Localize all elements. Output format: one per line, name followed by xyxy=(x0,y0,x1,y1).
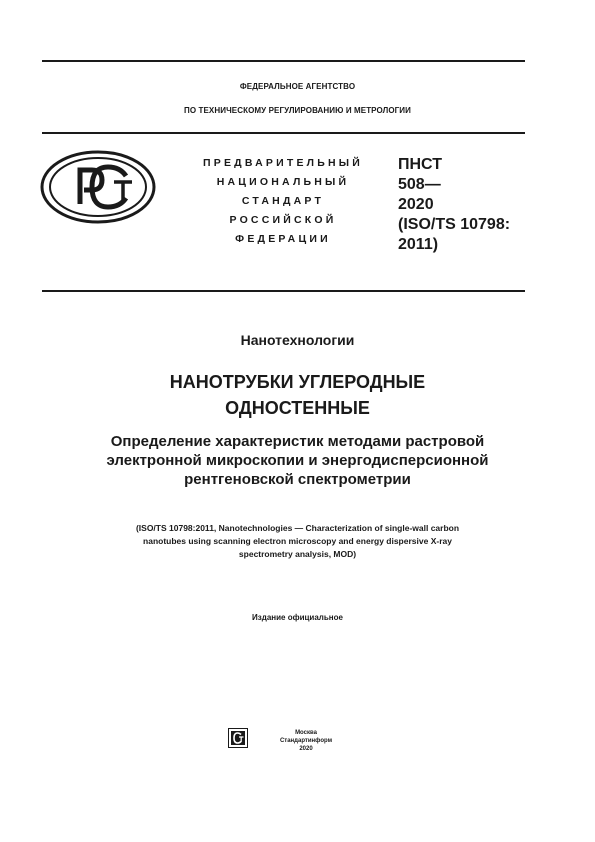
subtitle-line: электронной микроскопии и энергодисперсионной xyxy=(106,452,489,469)
standard-label-line: ПРЕДВАРИТЕЛЬНЫЙ xyxy=(203,157,363,169)
standard-label-line: РОССИЙСКОЙ xyxy=(229,214,337,226)
header-rule xyxy=(42,132,525,134)
standard-type-label xyxy=(180,154,386,249)
agency-line-1: ФЕДЕРАЛЬНОЕ АГЕНТСТВО xyxy=(239,82,356,91)
standard-code-line: 2020 xyxy=(398,196,434,213)
standard-code-line: ПНСТ xyxy=(398,156,442,173)
subtitle-line: Определение характеристик методами растровой xyxy=(110,433,485,450)
publisher-name: Стандартинформ xyxy=(279,738,333,744)
document-title xyxy=(0,369,595,421)
gost-r-emblem-icon xyxy=(40,150,156,224)
standard-code-line: 508— xyxy=(398,176,441,193)
agency-line-2: ПО ТЕХНИЧЕСКОМУ РЕГУЛИРОВАНИЮ И МЕТРОЛОГИИ xyxy=(183,106,412,115)
original-standard-reference xyxy=(0,522,595,561)
code-rule xyxy=(42,290,525,292)
standard-code-line: (ISO/TS 10798: xyxy=(398,216,511,233)
standard-code-line: 2011) xyxy=(398,236,439,253)
document-subtitle xyxy=(0,432,595,489)
subtitle-line: рентгеновской спектрометрии xyxy=(184,471,411,488)
standard-label-line: НАЦИОНАЛЬНЫЙ xyxy=(216,176,350,188)
standard-code xyxy=(398,155,510,255)
publisher-city: Москва xyxy=(295,730,317,736)
reference-line: spectrometry analysis, MOD) xyxy=(238,549,357,559)
standard-label-line: ФЕДЕРАЦИИ xyxy=(235,233,331,245)
publisher-imprint xyxy=(266,729,346,753)
reference-line: nanotubes using scanning electron microscopy and energy dispersive X-ray xyxy=(143,536,452,546)
title-line: НАНОТРУБКИ УГЛЕРОДНЫЕ xyxy=(169,372,426,392)
title-line: ОДНОСТЕННЫЕ xyxy=(225,398,370,418)
publication-year: 2020 xyxy=(299,746,313,752)
edition-note: Издание официальное xyxy=(252,613,343,622)
top-rule xyxy=(42,60,525,62)
standard-label-line: СТАНДАРТ xyxy=(241,195,325,207)
standartinform-logo-icon xyxy=(228,728,248,748)
reference-line: (ISO/TS 10798:2011, Nanotechnologies — Characterization of single-wall carbon xyxy=(135,523,460,533)
field-heading: Нанотехнологии xyxy=(240,332,355,348)
